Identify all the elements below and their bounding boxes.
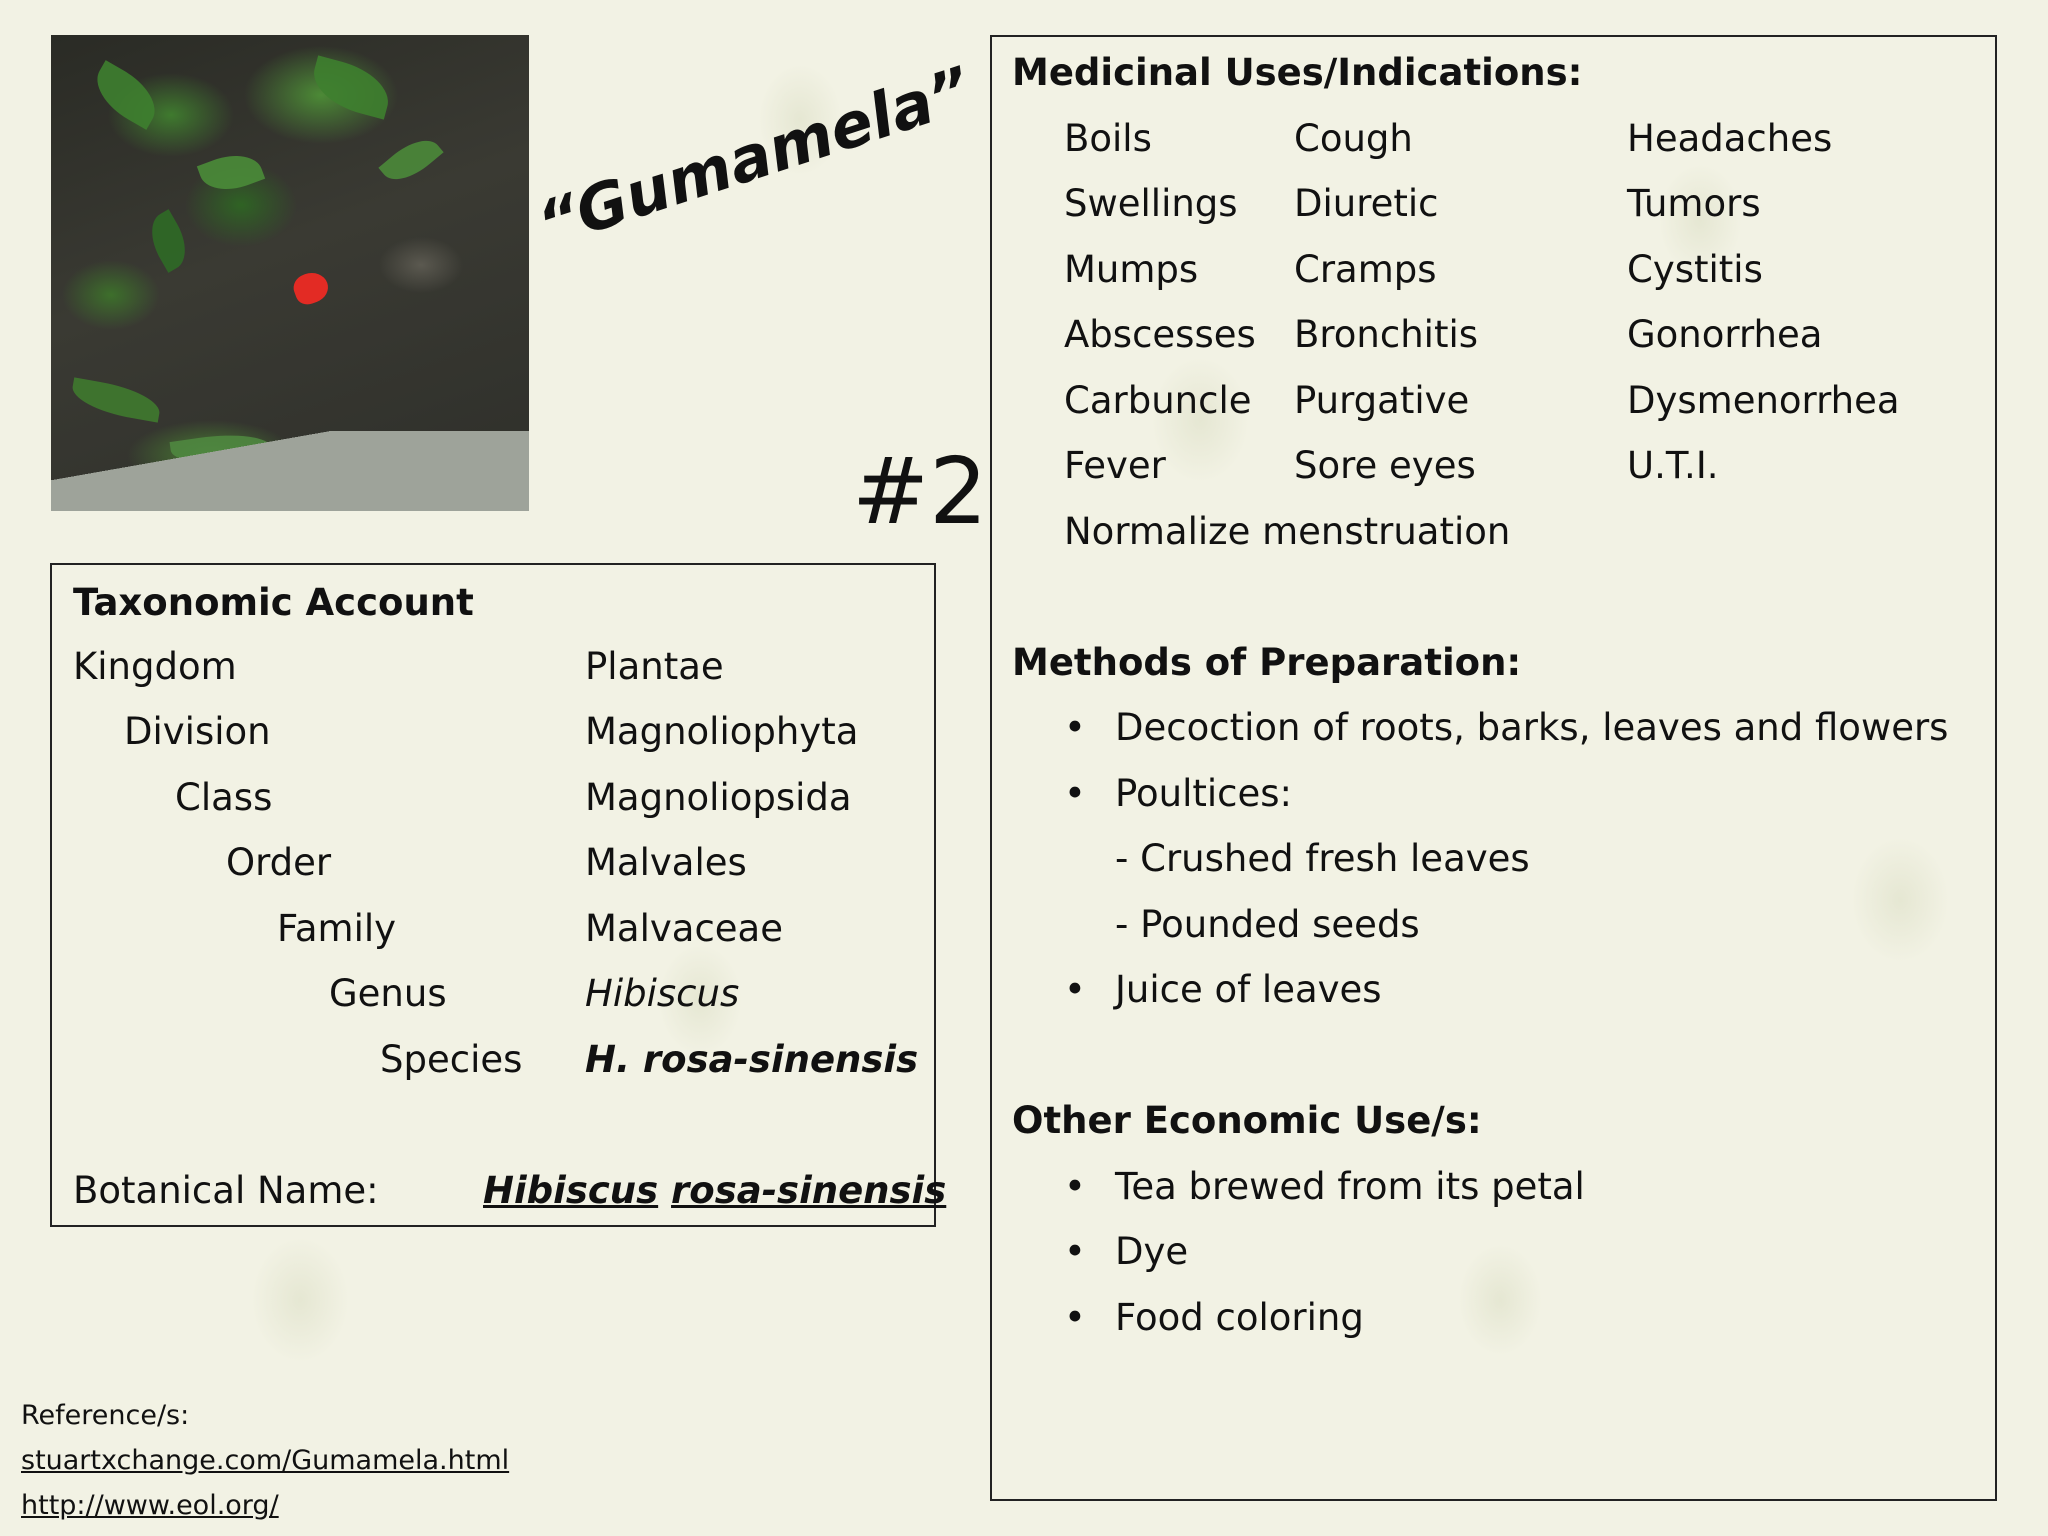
botanical-name-label: Botanical Name: — [73, 1169, 379, 1212]
references — [21, 1393, 509, 1528]
preparation-item: • Decoction of roots, barks, leaves and flowers — [1064, 706, 1949, 749]
rank-division: Division — [124, 710, 271, 753]
preparation-subitem: - Pounded seeds — [1115, 903, 1420, 946]
taxonomy-title: Taxonomic Account — [73, 581, 474, 624]
reference-link[interactable]: http://www.eol.org/ — [21, 1490, 279, 1521]
preparation-item: • Poultices: — [1064, 772, 1292, 815]
value-kingdom: Plantae — [585, 645, 724, 688]
medicinal-item: Fever — [1064, 444, 1166, 487]
preparation-item: • Juice of leaves — [1064, 968, 1382, 1011]
economic-item: • Dye — [1064, 1230, 1189, 1273]
preparation-heading: Methods of Preparation: — [1012, 641, 1522, 684]
rank-family: Family — [277, 907, 397, 950]
medicinal-item: U.T.I. — [1627, 444, 1719, 487]
value-species: H. rosa-sinensis — [585, 1038, 919, 1081]
value-genus: Hibiscus — [585, 972, 740, 1015]
taxonomy-panel — [50, 563, 947, 1227]
preparation-subitem: - Crushed fresh leaves — [1115, 837, 1530, 880]
medicinal-item: Dysmenorrhea — [1627, 379, 1900, 422]
medicinal-item: Cough — [1294, 117, 1413, 160]
medicinal-item: Carbuncle — [1064, 379, 1252, 422]
value-division: Magnoliophyta — [585, 710, 859, 753]
botanical-name — [483, 1169, 946, 1212]
value-family: Malvaceae — [585, 907, 783, 950]
references-label: Reference/s: — [21, 1400, 190, 1431]
medicinal-heading: Medicinal Uses/Indications: — [1012, 51, 1583, 94]
medicinal-item: Diuretic — [1294, 182, 1439, 225]
economic-item: • Tea brewed from its petal — [1064, 1165, 1585, 1208]
plant-photo — [51, 35, 529, 511]
rank-kingdom: Kingdom — [73, 645, 237, 688]
medicinal-item: Boils — [1064, 117, 1152, 160]
medicinal-item: Purgative — [1294, 379, 1470, 422]
medicinal-item: Gonorrhea — [1627, 313, 1823, 356]
plant-common-name: “Gumamela” — [528, 52, 981, 262]
botanical-species: rosa-sinensis — [671, 1169, 947, 1212]
medicinal-item: Swellings — [1064, 182, 1238, 225]
rank-class: Class — [175, 776, 273, 819]
medicinal-item: Normalize menstruation — [1064, 510, 1511, 553]
medicinal-item: Bronchitis — [1294, 313, 1479, 356]
economic-item: • Food coloring — [1064, 1296, 1364, 1339]
reference-link[interactable]: stuartxchange.com/Gumamela.html — [21, 1445, 510, 1476]
value-class: Magnoliopsida — [585, 776, 852, 819]
plant-number: #2 — [852, 438, 988, 545]
medicinal-item: Abscesses — [1064, 313, 1256, 356]
medicinal-item: Sore eyes — [1294, 444, 1476, 487]
medicinal-item: Mumps — [1064, 248, 1199, 291]
medicinal-item: Headaches — [1627, 117, 1833, 160]
economic-heading: Other Economic Use/s: — [1012, 1099, 1482, 1142]
botanical-genus: Hibiscus — [483, 1169, 659, 1212]
medicinal-item: Cystitis — [1627, 248, 1763, 291]
red-flower — [290, 268, 332, 308]
rank-genus: Genus — [329, 972, 447, 1015]
medicinal-item: Cramps — [1294, 248, 1437, 291]
uses-panel — [990, 35, 1997, 1501]
medicinal-item: Tumors — [1627, 182, 1761, 225]
rank-species: Species — [380, 1038, 523, 1081]
value-order: Malvales — [585, 841, 747, 884]
rank-order: Order — [226, 841, 332, 884]
